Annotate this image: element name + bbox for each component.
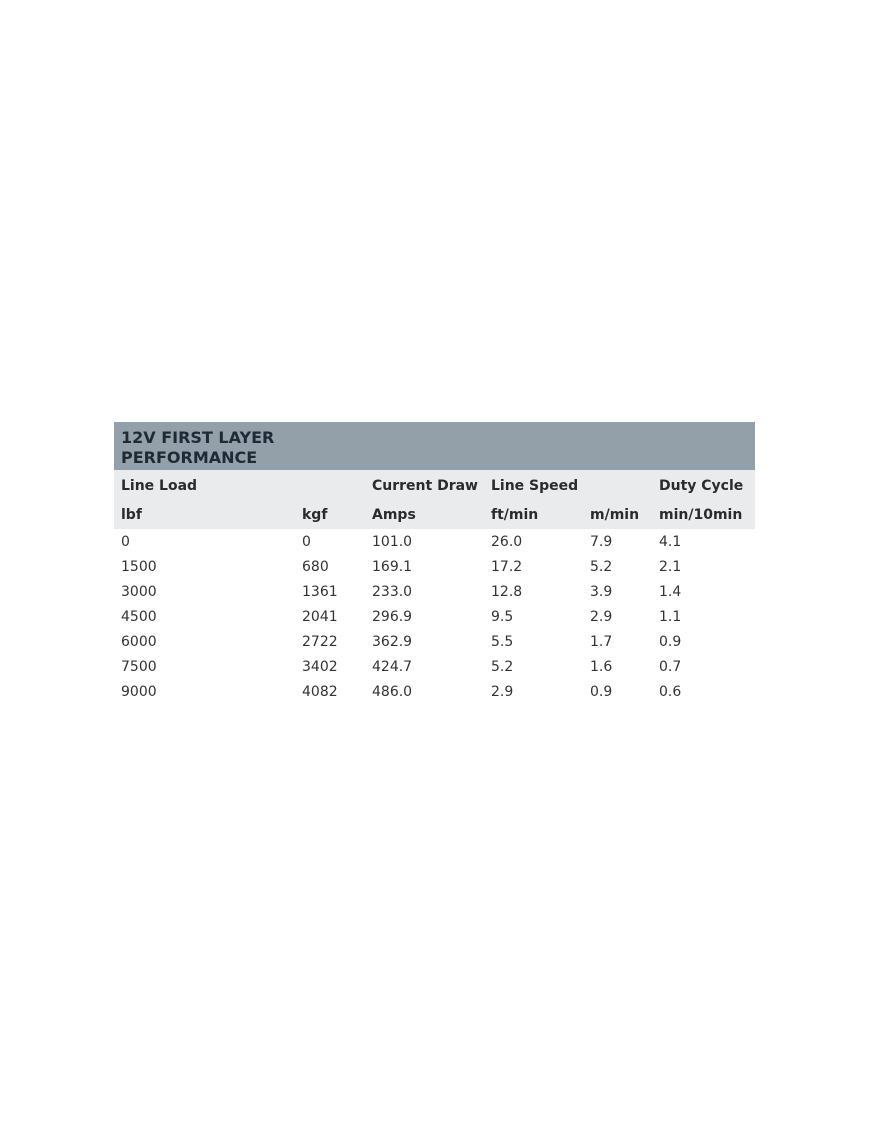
cell-m-per-min: 1.7	[590, 633, 613, 650]
cell-m-per-min: 1.6	[590, 658, 613, 675]
header-duty-cycle: Duty Cycle	[659, 477, 744, 494]
cell-kgf: 4082	[302, 683, 338, 700]
cell-kgf: 2041	[302, 608, 338, 625]
cell-duty-cycle: 0.9	[659, 633, 682, 650]
cell-m-per-min: 5.2	[590, 558, 613, 575]
table-title-line1: 12V FIRST LAYER	[121, 428, 275, 447]
cell-kgf: 1361	[302, 583, 338, 600]
cell-m-per-min: 0.9	[590, 683, 613, 700]
table-title-bar	[114, 422, 755, 470]
header-line-speed: Line Speed	[491, 477, 579, 494]
cell-ft-per-min: 5.2	[491, 658, 514, 675]
cell-amps: 169.1	[372, 558, 413, 575]
table-title-line2: PERFORMANCE	[121, 448, 258, 467]
cell-m-per-min: 7.9	[590, 533, 613, 550]
cell-lbf: 3000	[121, 583, 157, 600]
table-row	[114, 629, 755, 654]
cell-amps: 424.7	[372, 658, 413, 675]
cell-ft-per-min: 17.2	[491, 558, 523, 575]
cell-m-per-min: 3.9	[590, 583, 613, 600]
cell-m-per-min: 2.9	[590, 608, 613, 625]
cell-amps: 296.9	[372, 608, 413, 625]
unit-amps: Amps	[372, 507, 416, 523]
cell-duty-cycle: 4.1	[659, 533, 682, 550]
cell-kgf: 3402	[302, 658, 338, 675]
table-row	[114, 679, 755, 704]
cell-lbf: 9000	[121, 683, 157, 700]
table-row	[114, 554, 755, 579]
cell-duty-cycle: 0.6	[659, 683, 682, 700]
performance-table	[114, 422, 755, 704]
table-body	[114, 529, 755, 704]
unit-min-per-10min: min/10min	[659, 507, 743, 523]
cell-kgf: 2722	[302, 633, 338, 650]
cell-lbf: 7500	[121, 658, 157, 675]
unit-ft-per-min: ft/min	[491, 507, 539, 523]
table-row	[114, 579, 755, 604]
cell-duty-cycle: 0.7	[659, 658, 682, 675]
unit-kgf: kgf	[302, 507, 328, 523]
cell-amps: 233.0	[372, 583, 413, 600]
header-row-units	[114, 499, 755, 529]
cell-ft-per-min: 2.9	[491, 683, 514, 700]
cell-duty-cycle: 1.4	[659, 583, 682, 600]
header-line-load: Line Load	[121, 477, 198, 494]
cell-lbf: 0	[121, 533, 130, 550]
table-row	[114, 604, 755, 629]
header-row-groups	[114, 470, 755, 499]
cell-lbf: 6000	[121, 633, 157, 650]
cell-ft-per-min: 12.8	[491, 583, 523, 600]
cell-lbf: 4500	[121, 608, 157, 625]
table-row	[114, 654, 755, 679]
cell-amps: 362.9	[372, 633, 413, 650]
unit-lbf: lbf	[121, 507, 142, 523]
cell-kgf: 0	[302, 533, 311, 550]
cell-ft-per-min: 9.5	[491, 608, 514, 625]
cell-amps: 101.0	[372, 533, 413, 550]
table-row	[114, 529, 755, 554]
table-header	[114, 470, 755, 529]
cell-duty-cycle: 1.1	[659, 608, 682, 625]
header-current-draw: Current Draw	[372, 477, 478, 494]
cell-kgf: 680	[302, 558, 329, 575]
cell-lbf: 1500	[121, 558, 157, 575]
cell-duty-cycle: 2.1	[659, 558, 682, 575]
unit-m-per-min: m/min	[590, 507, 640, 523]
cell-amps: 486.0	[372, 683, 413, 700]
cell-ft-per-min: 26.0	[491, 533, 523, 550]
cell-ft-per-min: 5.5	[491, 633, 514, 650]
